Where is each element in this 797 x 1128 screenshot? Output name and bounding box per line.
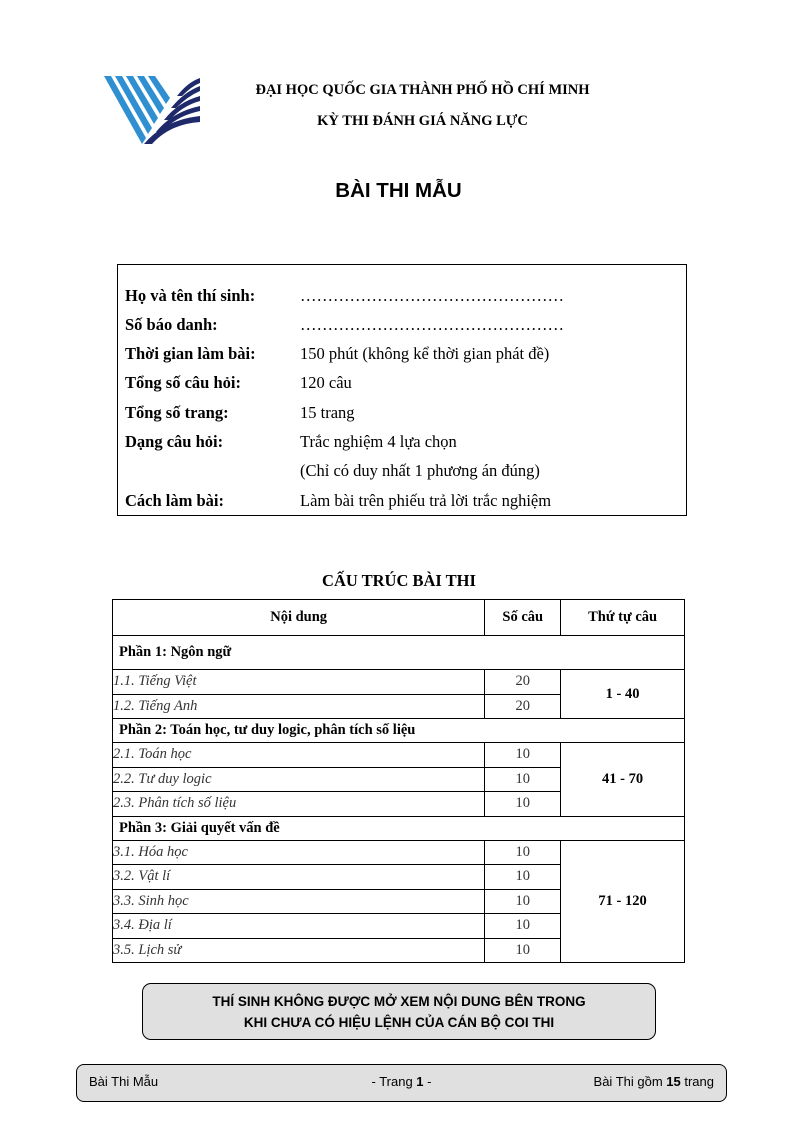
info-value: (Chỉ có duy nhất 1 phương án đúng) (300, 461, 540, 480)
part-row (113, 719, 685, 743)
info-label: Số báo danh: (125, 315, 218, 334)
question-count: 10 (485, 914, 561, 939)
question-count: 10 (485, 767, 561, 792)
candidate-id-field: ………………………………………… (300, 315, 564, 334)
question-count: 20 (485, 670, 561, 695)
footer-page-number: 1 (416, 1074, 424, 1089)
info-label: Cách làm bài: (125, 491, 224, 510)
question-count: 10 (485, 889, 561, 914)
subject-name: 3.5. Lịch sử (113, 938, 485, 963)
question-range: 71 - 120 (561, 840, 685, 963)
structure-title: CẤU TRÚC BÀI THI (322, 571, 476, 590)
question-count: 10 (485, 840, 561, 865)
footer-page-suffix: - (423, 1074, 432, 1089)
candidate-info-box (117, 264, 687, 516)
question-count: 10 (485, 743, 561, 768)
footer-page-prefix: - Trang (371, 1074, 417, 1089)
part-name: Phần 1: Ngôn ngữ (113, 636, 685, 670)
vnu-hcm-logo-icon (104, 76, 200, 144)
exam-name: KỲ THI ĐÁNH GIÁ NĂNG LỰC (317, 113, 528, 129)
info-value: Làm bài trên phiếu trả lời trắc nghiệm (300, 491, 552, 510)
part-row (113, 816, 685, 840)
page-footer (76, 1064, 727, 1102)
info-value: 150 phút (không kể thời gian phát đề) (300, 344, 550, 363)
info-value: Trắc nghiệm 4 lựa chọn (300, 432, 457, 451)
table-row (113, 670, 685, 695)
page-title: BÀI THI MẪU (335, 179, 462, 202)
column-header: Số câu (485, 600, 561, 636)
footer-total-number: 15 (666, 1074, 681, 1089)
table-row (113, 743, 685, 768)
candidate-name-field: ………………………………………… (300, 286, 564, 305)
footer-doc-name: Bài Thi Mẫu (89, 1074, 159, 1089)
exam-structure-table (112, 599, 685, 963)
subject-name: 3.2. Vật lí (113, 865, 485, 890)
question-range: 1 - 40 (561, 670, 685, 719)
question-count: 10 (485, 865, 561, 890)
subject-name: 1.1. Tiếng Việt (113, 670, 485, 695)
notice-line: THÍ SINH KHÔNG ĐƯỢC MỞ XEM NỘI DUNG BÊN TRONG (212, 994, 586, 1009)
info-value: 120 câu (300, 373, 352, 392)
info-label: Thời gian làm bài: (125, 344, 256, 363)
subject-name: 1.2. Tiếng Anh (113, 694, 485, 719)
subject-name: 3.3. Sinh học (113, 889, 485, 914)
subject-name: 2.2. Tư duy logic (113, 767, 485, 792)
part-name: Phần 3: Giải quyết vấn đề (113, 816, 685, 840)
subject-name: 3.4. Địa lí (113, 914, 485, 939)
university-name: ĐẠI HỌC QUỐC GIA THÀNH PHỐ HỒ CHÍ MINH (255, 82, 590, 98)
part-name: Phần 2: Toán học, tư duy logic, phân tích số liệu (113, 719, 685, 743)
table-header-row (113, 600, 685, 636)
part-row (113, 636, 685, 670)
footer-total-prefix: Bài Thi gồm (593, 1074, 667, 1089)
question-count: 10 (485, 938, 561, 963)
info-label: Tổng số trang: (125, 403, 229, 422)
notice-line: KHI CHƯA CÓ HIỆU LỆNH CỦA CÁN BỘ COI THI (243, 1015, 555, 1030)
column-header: Nội dung (113, 600, 485, 636)
subject-name: 2.1. Toán học (113, 743, 485, 768)
info-value: 15 trang (300, 403, 355, 422)
info-label: Tổng số câu hỏi: (125, 373, 241, 392)
question-count: 10 (485, 792, 561, 817)
info-label: Họ và tên thí sinh: (125, 286, 256, 305)
info-label: Dạng câu hỏi: (125, 432, 224, 451)
column-header: Thứ tự câu (561, 600, 685, 636)
question-range: 41 - 70 (561, 743, 685, 817)
footer-total-pages (594, 1074, 714, 1089)
question-count: 20 (485, 694, 561, 719)
footer-total-suffix: trang (680, 1074, 714, 1089)
table-row (113, 840, 685, 865)
subject-name: 2.3. Phân tích số liệu (113, 792, 485, 817)
exam-notice-box (142, 983, 656, 1040)
subject-name: 3.1. Hóa học (113, 840, 485, 865)
